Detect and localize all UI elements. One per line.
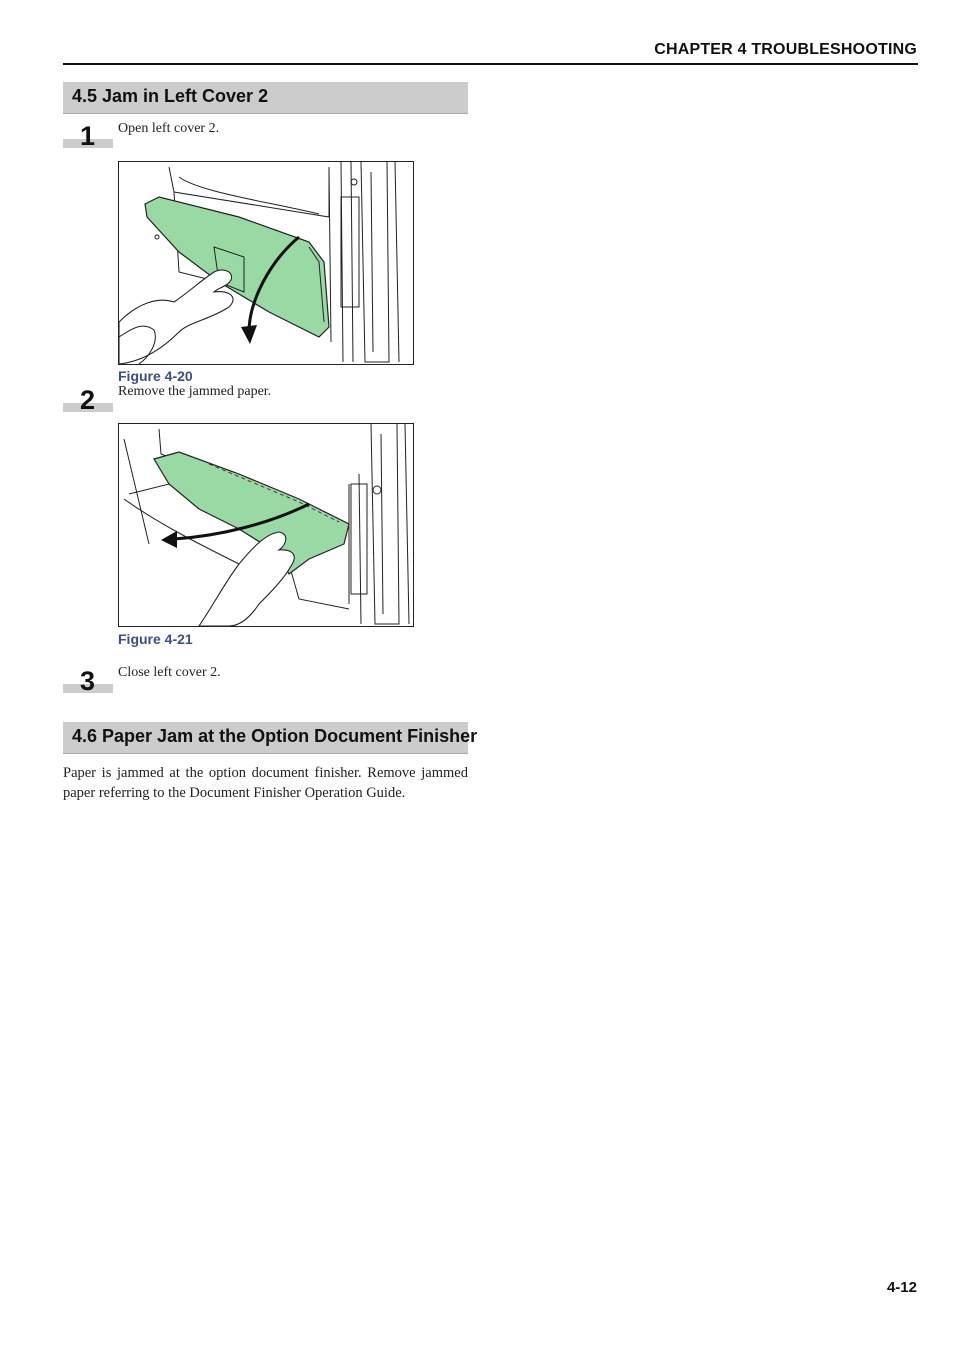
step-2-text: Remove the jammed paper. <box>118 384 272 399</box>
step-3-text: Close left cover 2. <box>118 665 221 680</box>
section-heading-4-6 <box>63 722 478 754</box>
step-number-label: 1 <box>80 121 96 151</box>
step-number-1 <box>63 121 113 151</box>
figure-caption-4-20: Figure 4-20 <box>118 368 193 384</box>
section-title: 4.5 Jam in Left Cover 2 <box>72 86 269 106</box>
header-rule <box>63 63 918 65</box>
step-number-label: 2 <box>80 385 96 415</box>
section-title: 4.6 Paper Jam at the Option Document Finisher <box>72 726 478 746</box>
figure-caption-4-21: Figure 4-21 <box>118 631 193 647</box>
step-number-label: 3 <box>80 666 96 696</box>
step-1-text: Open left cover 2. <box>118 121 220 136</box>
figure-open-left-cover <box>118 161 414 365</box>
step-number-2 <box>63 385 113 415</box>
figure-remove-jammed-paper <box>118 423 414 627</box>
step-number-3 <box>63 666 113 696</box>
page-number: 4-12 <box>886 1279 917 1296</box>
illustration-open-cover <box>119 162 413 364</box>
section-heading-4-5 <box>63 82 468 114</box>
illustration-remove-paper <box>119 424 413 626</box>
section-4-6-body: Paper is jammed at the option document finisher. Remove jammed paper referring to the Document Finisher Operation Guide. <box>63 765 468 801</box>
chapter-heading: CHAPTER 4 TROUBLESHOOTING <box>654 41 917 58</box>
